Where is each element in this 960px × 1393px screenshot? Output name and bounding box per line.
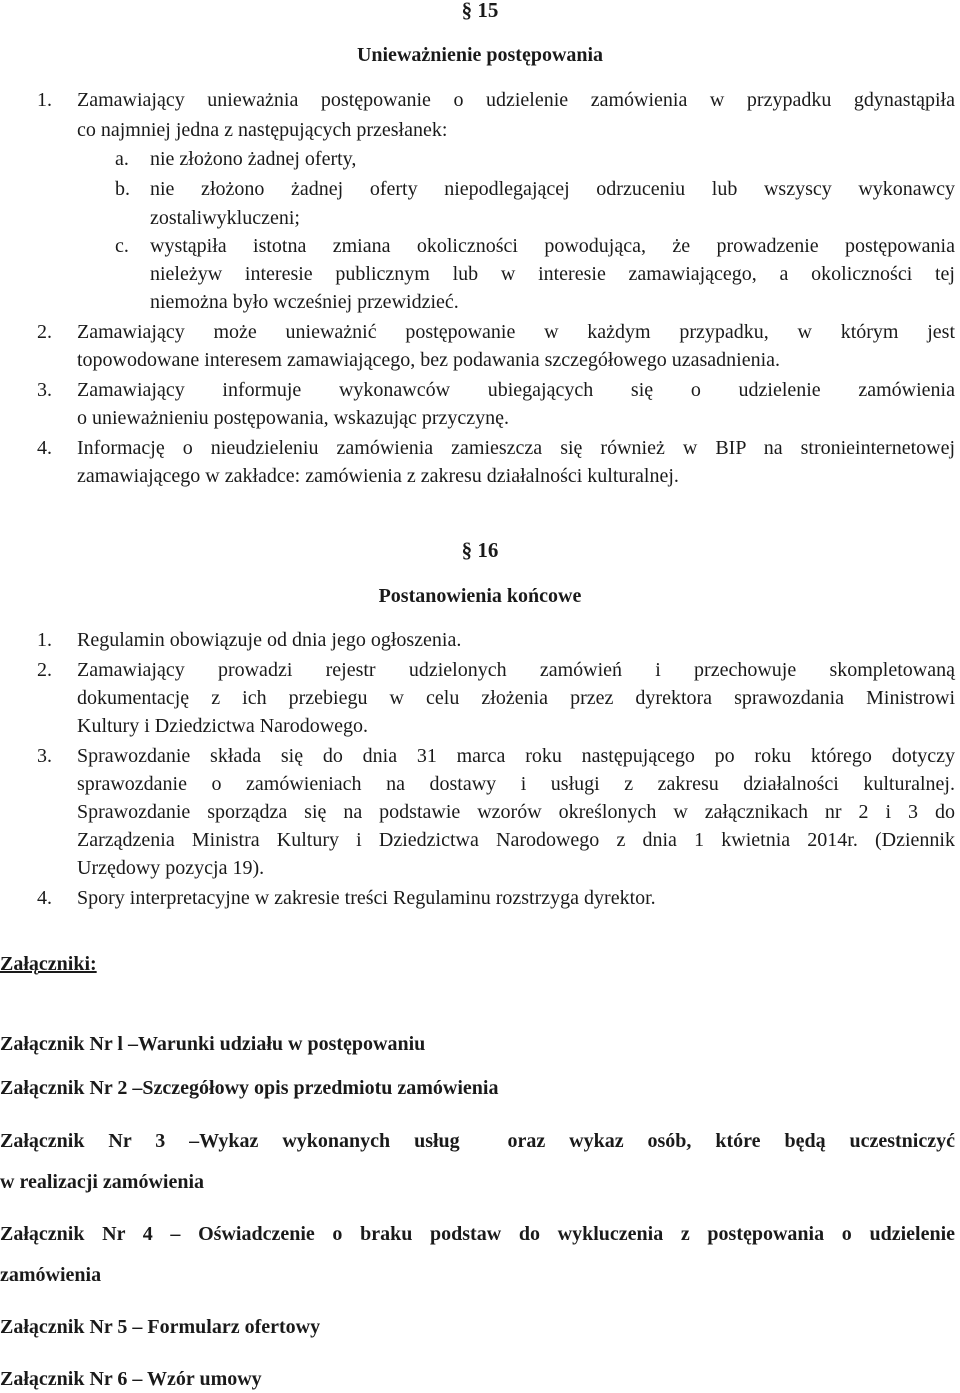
list-item-text: nieleżyw interesie publicznym lub w interesie zamawiającego, a okoliczności tej bbox=[150, 263, 955, 285]
list-marker: b. bbox=[115, 178, 130, 200]
paragraph-line: Sprawozdanie sporządza się na podstawie wzorów określonych w załącznikach nr 2 i 3 do bbox=[77, 801, 955, 823]
paragraph-line: Zamawiający może unieważnić postępowanie w każdym przypadku, w którym jest bbox=[77, 321, 955, 343]
paragraph-line: Informację o nieudzieleniu zamówienia zamieszcza się również w BIP na stronieinternetowej bbox=[77, 437, 955, 459]
attachment-item: Załącznik Nr 3 –Wykaz wykonanych usług oraz wykaz osób, które będą uczestniczyć bbox=[0, 1130, 955, 1152]
list-marker: 3. bbox=[37, 379, 52, 401]
paragraph-line: sprawozdanie o zamówieniach na dostawy i usługi z zakresu działalności kulturalnej. bbox=[77, 773, 955, 795]
section-16-number: § 16 bbox=[461, 538, 499, 562]
list-marker: 4. bbox=[37, 437, 52, 459]
attachment-item: Załącznik Nr 4 – Oświadczenie o braku podstaw do wykluczenia z postępowania o udzielenie bbox=[0, 1223, 955, 1245]
section-15-title: Unieważnienie postępowania bbox=[356, 44, 604, 66]
list-marker: a. bbox=[115, 148, 129, 170]
paragraph-line: o unieważnieniu postępowania, wskazując przyczynę. bbox=[77, 407, 510, 429]
paragraph-line: Zamawiający unieważnia postępowanie o udzielenie zamówienia w przypadku gdynastąpiła bbox=[77, 89, 955, 111]
attachment-item: w realizacji zamówienia bbox=[0, 1171, 205, 1193]
list-marker: 2. bbox=[37, 321, 52, 343]
paragraph-line: topowodowane interesem zamawiającego, bez podawania szczegółowego uzasadnienia. bbox=[77, 349, 781, 371]
list-item-text: nie złożono żadnej oferty, bbox=[150, 148, 357, 170]
paragraph-line: Urzędowy pozycja 19). bbox=[77, 857, 265, 879]
list-item-text: niemożna było wcześniej przewidzieć. bbox=[150, 291, 459, 313]
list-marker: 2. bbox=[37, 659, 52, 681]
list-marker: 4. bbox=[37, 887, 52, 909]
paragraph-line: co najmniej jedna z następujących przesłanek: bbox=[77, 119, 448, 141]
attachment-item: Załącznik Nr 5 – Formularz ofertowy bbox=[0, 1316, 321, 1338]
list-marker: 1. bbox=[37, 89, 52, 111]
paragraph-line: Zarządzenia Ministra Kultury i Dziedzictwa Narodowego z dnia 1 kwietnia 2014r. (Dziennik bbox=[77, 829, 955, 851]
paragraph-line: Kultury i Dziedzictwa Narodowego. bbox=[77, 715, 369, 737]
paragraph-line: Spory interpretacyjne w zakresie treści Regulaminu rozstrzyga dyrektor. bbox=[77, 887, 656, 909]
list-marker: 3. bbox=[37, 745, 52, 767]
paragraph-line: Zamawiający prowadzi rejestr udzielonych zamówień i przechowuje skompletowaną bbox=[77, 659, 955, 681]
paragraph-line: dokumentację z ich przebiegu w celu złożenia przez dyrektora sprawozdania Ministrowi bbox=[77, 687, 955, 709]
section-15-number: § 15 bbox=[461, 0, 499, 22]
paragraph-line: Regulamin obowiązuje od dnia jego ogłoszenia. bbox=[77, 629, 462, 651]
list-item-text: zostaliwykluczeni; bbox=[150, 207, 300, 229]
list-item-text: nie złożono żadnej oferty niepodlegającej odrzuceniu lub wszyscy wykonawcy bbox=[150, 178, 955, 200]
paragraph-line: Sprawozdanie składa się do dnia 31 marca roku następującego po roku którego dotyczy bbox=[77, 745, 955, 767]
section-16-title: Postanowienia końcowe bbox=[378, 585, 582, 607]
paragraph-line: Zamawiający informuje wykonawców ubiegających się o udzielenie zamówienia bbox=[77, 379, 955, 401]
attachment-item: Załącznik Nr l –Warunki udziału w postępowaniu bbox=[0, 1033, 426, 1055]
attachment-item: zamówienia bbox=[0, 1264, 102, 1286]
list-marker: 1. bbox=[37, 629, 52, 651]
list-item-text: wystąpiła istotna zmiana okoliczności powodująca, że prowadzenie postępowania bbox=[150, 235, 955, 257]
attachment-item: Załącznik Nr 2 –Szczegółowy opis przedmiotu zamówienia bbox=[0, 1077, 499, 1099]
list-marker: c. bbox=[115, 235, 129, 257]
attachments-heading: Załączniki: bbox=[0, 953, 97, 975]
paragraph-line: zamawiającego w zakładce: zamówienia z zakresu działalności kulturalnej. bbox=[77, 465, 679, 487]
attachment-item: Załącznik Nr 6 – Wzór umowy bbox=[0, 1368, 262, 1390]
